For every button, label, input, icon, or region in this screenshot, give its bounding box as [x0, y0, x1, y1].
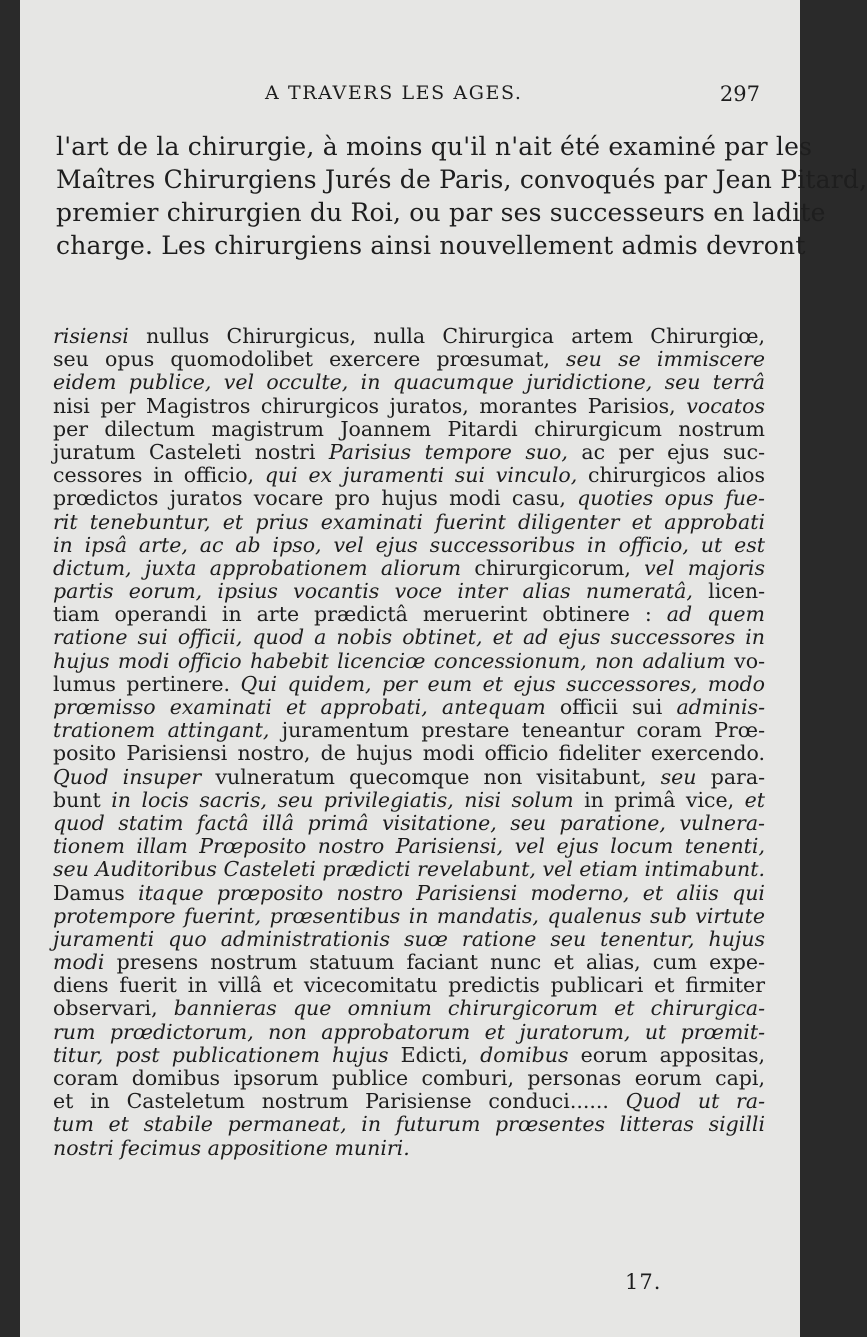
latin-line — [53, 974, 765, 997]
latin-roman-segment: nisi per Magistros chirurgicos juratos, morantes Parisios, — [53, 393, 687, 418]
latin-line — [53, 580, 765, 603]
latin-italic-segment: vel majoris — [644, 555, 765, 580]
latin-line — [53, 696, 765, 719]
latin-italic-segment: titur, post publicationem hujus — [53, 1042, 389, 1067]
latin-italic-segment: Quod ut ra- — [625, 1089, 765, 1114]
latin-italic-segment: partis eorum, ipsius vocantis voce inter alias numeratâ, — [53, 579, 693, 604]
latin-roman-segment: seu opus quomodolibet exercere prœsumat, — [53, 347, 567, 372]
latin-roman-segment: bunt — [53, 787, 112, 812]
latin-quotation — [53, 325, 765, 1160]
latin-line — [53, 534, 765, 557]
latin-italic-segment: modi — [53, 950, 105, 975]
latin-line — [53, 557, 765, 580]
latin-line — [53, 603, 765, 626]
latin-italic-segment: nostri fecimus appositione muniri. — [53, 1135, 410, 1160]
latin-roman-segment: juratum Casteleti nostri — [53, 439, 329, 464]
latin-italic-segment: prœmisso examinati et approbati, antequam — [53, 695, 546, 719]
latin-roman-segment: chirurgicorum, — [461, 555, 645, 580]
book-page — [20, 0, 867, 1337]
latin-line — [53, 325, 765, 348]
latin-italic-segment: qui ex juramenti sui vinculo, — [264, 463, 578, 488]
latin-italic-segment: seu Auditoribus Casteleti prædicti revelabunt, vel etiam intimabunt. — [53, 857, 765, 882]
latin-italic-segment: tum et stabile permaneat, in futurum prœsentes litteras sigilli — [53, 1112, 765, 1137]
latin-line — [53, 418, 765, 441]
latin-roman-segment: Damus — [53, 880, 139, 905]
latin-line — [53, 395, 765, 418]
latin-italic-segment: risiensi — [53, 324, 129, 348]
running-title: A TRAVERS LES AGES. — [265, 82, 523, 104]
latin-line — [53, 719, 765, 742]
latin-roman-segment: officii sui — [545, 695, 677, 719]
latin-roman-segment: lumus pertinere. — [53, 671, 241, 696]
latin-italic-segment: hujus modi officio habebit licenciœ concessionum, non adalium — [53, 648, 726, 673]
latin-italic-segment: quoties opus fue- — [577, 486, 765, 511]
latin-italic-segment: seu — [660, 764, 697, 789]
latin-line — [53, 1044, 765, 1067]
latin-italic-segment: in locis sacris, seu privilegiatis, nisi solum — [111, 787, 574, 812]
latin-line — [53, 511, 765, 534]
latin-italic-segment: ad quem — [666, 602, 765, 627]
latin-line — [53, 812, 765, 835]
latin-roman-segment: licen- — [692, 579, 765, 604]
latin-line — [53, 766, 765, 789]
latin-roman-segment: chirurgicos alios — [577, 463, 766, 488]
page-header — [20, 82, 800, 112]
latin-roman-segment: et in Casteletum nostrum Parisiense conduci...... — [53, 1089, 626, 1114]
latin-italic-segment: Parisius tempore suo, — [328, 439, 568, 464]
latin-roman-segment: para- — [696, 764, 766, 789]
latin-roman-segment: prœdictos juratos vocare pro hujus modi casu, — [53, 486, 578, 511]
latin-roman-segment: Edicti, — [388, 1042, 481, 1067]
latin-italic-segment: trationem attingant, — [53, 718, 270, 743]
latin-italic-segment: eidem publice, vel occulte, in quacumque juridictione, seu terrâ — [53, 370, 765, 395]
french-line: charge. Les chirurgiens ainsi nouvellement admis devront — [56, 231, 806, 260]
latin-roman-segment: tiam operandi in arte prædictâ meruerint obtinere : — [53, 602, 667, 627]
latin-line — [53, 441, 765, 464]
latin-line — [53, 371, 765, 394]
latin-italic-segment: seu se immiscere — [566, 347, 765, 372]
latin-roman-segment: observari, — [53, 996, 174, 1021]
latin-roman-segment: diens fuerit in villâ et vicecomitatu predictis publicari et firmiter — [53, 973, 765, 998]
latin-line — [53, 348, 765, 371]
latin-line — [53, 928, 765, 951]
signature-mark: 17. — [625, 1270, 662, 1294]
french-paragraph — [56, 130, 867, 262]
latin-roman-segment: in primâ vice, — [573, 787, 745, 812]
latin-italic-segment: rum prœdictorum, non approbatorum et juratorum, ut prœmit- — [53, 1019, 765, 1044]
latin-line — [53, 626, 765, 649]
latin-roman-segment: per dilectum magistrum Joannem Pitardi chirurgicum nostrum — [53, 416, 765, 441]
latin-italic-segment: dictum, juxta approbationem aliorum — [53, 555, 462, 580]
latin-line — [53, 742, 765, 765]
latin-italic-segment: ratione sui officii, quod a nobis obtinet, et ad ejus successores in — [53, 625, 765, 650]
latin-italic-segment: rit tenebuntur, et prius examinati fuerint diligenter et approbati — [53, 509, 765, 534]
latin-italic-segment: adminis- — [676, 695, 765, 719]
latin-line — [53, 858, 765, 881]
latin-roman-segment: presens nostrum statuum faciant nunc et alias, cum expe- — [104, 950, 765, 975]
latin-line — [53, 650, 765, 673]
latin-roman-segment: juramentum prestare teneantur coram Prœ- — [269, 718, 765, 743]
latin-italic-segment: juramenti quo administrationis suœ ratione seu tenentur, hujus — [53, 926, 765, 951]
latin-roman-segment: eorum appositas, — [568, 1042, 765, 1067]
latin-line — [53, 905, 765, 928]
latin-roman-segment: nullus Chirurgicus, nulla Chirurgica artem Chirurgiœ, — [128, 324, 765, 348]
latin-italic-segment: bannieras que omnium chirurgicorum et chirurgica- — [173, 996, 765, 1021]
latin-italic-segment: itaque prœposito nostro Parisiensi moderno, et aliis qui — [138, 880, 765, 905]
latin-line — [53, 1090, 765, 1113]
latin-roman-segment: posito Parisiensi nostro, de hujus modi officio fideliter exercendo. — [53, 741, 765, 766]
french-line: premier chirurgien du Roi, ou par ses successeurs en ladite — [56, 198, 826, 227]
latin-line — [53, 951, 765, 974]
french-line: l'art de la chirurgie, à moins qu'il n'ait été examiné par les — [56, 132, 813, 161]
latin-italic-segment: Quod insuper — [53, 764, 202, 789]
latin-roman-segment: vo- — [725, 648, 765, 673]
latin-roman-segment: cessores in officio, — [53, 463, 265, 488]
latin-line — [53, 464, 765, 487]
latin-line — [53, 1113, 765, 1136]
latin-italic-segment: vocatos — [686, 393, 765, 418]
latin-line — [53, 882, 765, 905]
latin-line — [53, 1067, 765, 1090]
page-number: 297 — [719, 82, 760, 106]
latin-roman-segment: vulneratum quecomque non visitabunt, — [201, 764, 661, 789]
french-line: Maîtres Chirurgiens Jurés de Paris, convoqués par Jean Pitard, — [56, 165, 867, 194]
latin-roman-segment: coram domibus ipsorum publice comburi, personas eorum capi, — [53, 1066, 765, 1090]
latin-line — [53, 1137, 765, 1160]
latin-italic-segment: tionem illam Prœposito nostro Parisiensi, vel ejus locum tenenti, — [53, 834, 765, 859]
latin-italic-segment: in ipsâ arte, ac ab ipso, vel ejus successoribus in officio, ut est — [53, 532, 765, 557]
latin-italic-segment: domibus — [480, 1042, 569, 1067]
latin-line — [53, 487, 765, 510]
latin-italic-segment: et — [744, 787, 766, 812]
latin-italic-segment: Qui quidem, per eum et ejus successores, modo — [240, 671, 765, 696]
latin-italic-segment: quod statim factâ illâ primâ visitatione, seu paratione, vulnera- — [53, 810, 765, 835]
latin-line — [53, 997, 765, 1020]
latin-line — [53, 673, 765, 696]
latin-italic-segment: protempore fuerint, prœsentibus in mandatis, qualenus sub virtute — [53, 903, 765, 928]
latin-line — [53, 1021, 765, 1044]
latin-line — [53, 789, 765, 812]
latin-roman-segment: ac per ejus suc- — [567, 439, 765, 464]
latin-line — [53, 835, 765, 858]
